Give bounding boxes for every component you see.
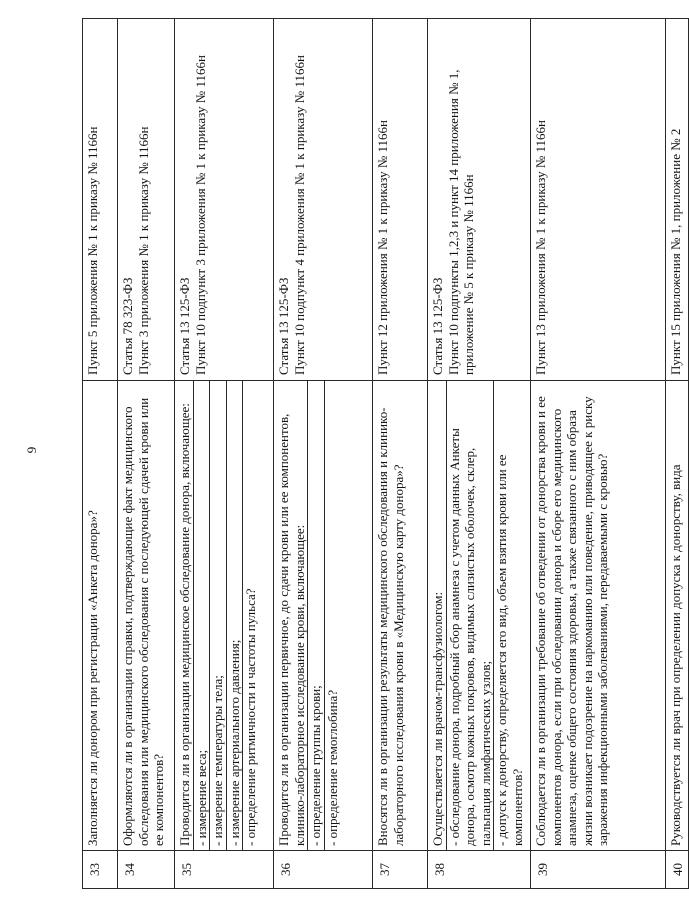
question-cell xyxy=(531,381,666,851)
legal-basis-reference: Статья 13 125-ФЗ xyxy=(276,277,291,375)
table-row xyxy=(274,19,373,889)
legal-basis-cell xyxy=(373,19,428,381)
table-row xyxy=(175,19,274,889)
legal-basis-reference: Пункт 10 подпункты 1,2,3 и пункт 14 приложения № 1, приложение № 5 к приказу № 1166н xyxy=(445,69,476,375)
question-cell xyxy=(175,381,274,851)
legal-basis-reference: Пункт 10 подпункт 3 приложения № 1 к приказу № 1166н xyxy=(192,55,208,375)
legal-basis-reference: Пункт 13 приложения № 1 к приказу № 1166н xyxy=(533,120,548,375)
question-subitem: - обследование донора, подробный сбор анамнеза с учетом данных Анкеты донора, осмотр кожных покровов, видимых слизистых оболочек, склер, пальпация лимфатических узлов; xyxy=(446,381,494,850)
legal-basis-cell xyxy=(83,19,118,381)
row-number: 36 xyxy=(274,851,373,889)
legal-basis-reference: Статья 13 125-ФЗ xyxy=(177,277,192,375)
question-cell xyxy=(274,381,373,851)
question-text: Оформляются ли в организации справки, подтверждающие факт медицинского обследования или медицинского обследования с последующей сдачей крови или ее компонентов? xyxy=(120,397,166,846)
question-cell xyxy=(118,381,175,851)
table-row xyxy=(373,19,428,889)
table-row xyxy=(666,19,689,889)
table-row xyxy=(428,19,531,889)
legal-basis-reference: Пункт 10 подпункт 4 приложения № 1 к приказу № 1166н xyxy=(291,55,307,375)
page-number: 9 xyxy=(24,446,39,454)
checklist-body xyxy=(83,19,689,889)
row-number: 37 xyxy=(373,851,428,889)
question-cell xyxy=(666,381,689,851)
row-number: 34 xyxy=(118,851,175,889)
question-text: Проводится ли в организации первичное, до сдачи крови или ее компонентов, клинико-лабораторное исследование крови, включающее: xyxy=(276,413,307,846)
question-subitem: - определение ритмичности и частоты пульса? xyxy=(242,381,259,850)
question-subitem: - определение группы крови; xyxy=(307,381,324,850)
legal-basis-reference: Пункт 15 приложения № 1, приложение № 2 xyxy=(668,128,683,375)
row-number: 40 xyxy=(666,851,689,889)
row-number: 33 xyxy=(83,851,118,889)
legal-basis-reference: Пункт 3 приложения № 1 к приказу № 1166н xyxy=(135,126,151,375)
legal-basis-cell xyxy=(175,19,274,381)
legal-basis-cell xyxy=(274,19,373,381)
legal-basis-reference: Статья 78 323-ФЗ xyxy=(120,277,135,375)
row-number: 35 xyxy=(175,851,274,889)
question-cell xyxy=(83,381,118,851)
legal-basis-reference: Пункт 12 приложения № 1 к приказу № 1166н xyxy=(375,120,390,375)
legal-basis-reference: Пункт 5 приложения № 1 к приказу № 1166н xyxy=(85,126,100,375)
row-number: 39 xyxy=(531,851,666,889)
legal-basis-cell xyxy=(118,19,175,381)
question-subitem: - измерение веса; xyxy=(193,381,210,850)
question-text: Заполняется ли донором при регистрации «Анкета донора»? xyxy=(85,510,100,846)
question-subitem: - определение гемоглобина? xyxy=(324,381,341,850)
legal-basis-cell xyxy=(428,19,531,381)
legal-basis-cell xyxy=(666,19,689,381)
question-text: Руководствуется ли врач при определении допуска к донорству, вида xyxy=(668,464,683,846)
table-row xyxy=(531,19,666,889)
table-row xyxy=(118,19,175,889)
question-subitem: - измерение артериального давления; xyxy=(226,381,243,850)
question-subitem: - измерение температуры тела; xyxy=(209,381,226,850)
legal-basis-cell xyxy=(531,19,666,381)
question-subitem: - допуск к донорству, определяется его вид, объем взятия крови или ее компонентов? xyxy=(493,381,525,850)
table-row xyxy=(83,19,118,889)
row-number: 38 xyxy=(428,851,531,889)
question-text: Вносятся ли в организации результаты медицинского обследования и клинико-лабораторного исследования крови в «Медицинскую карту донора»? xyxy=(375,407,406,846)
question-cell xyxy=(428,381,531,851)
checklist-table xyxy=(82,18,689,889)
legal-basis-reference: Статья 13 125-ФЗ xyxy=(430,277,445,375)
question-cell xyxy=(373,381,428,851)
question-text: Соблюдается ли в организации требование об отведении от донорства крови и ее компонентов донора, если при обследовании донора и сборе его медицинского анамнеза, оценке общего состояния здоровья, а также связанного с ним образа жизни возникает подозрение на наркоманию или поведение, приводящее к риску заражения инфекционными заболеваниями, передаваемыми с кровью? xyxy=(533,396,610,846)
question-text: Осуществляется ли врачом-трансфузиологом: xyxy=(430,591,445,846)
question-text: Проводится ли в организации медицинское обследование донора, включающее: xyxy=(177,403,192,846)
